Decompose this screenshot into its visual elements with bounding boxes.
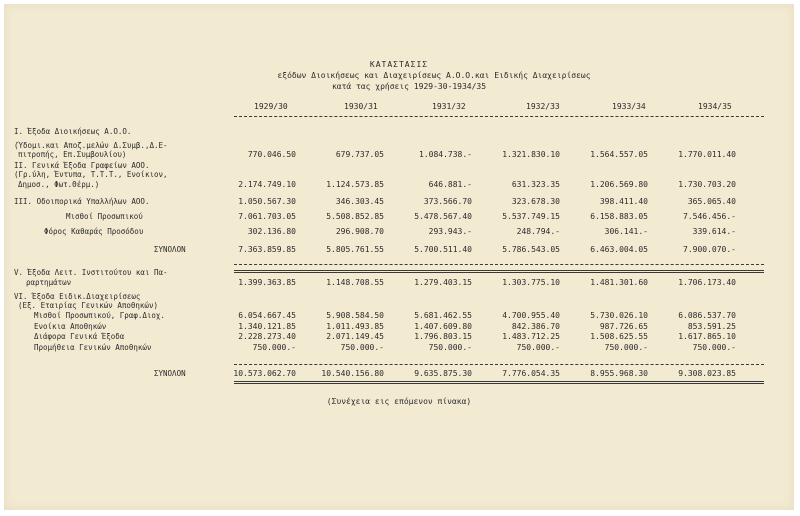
- amount-cell: 1.706.173.40: [678, 278, 736, 287]
- amount-cell: 750.000.-: [692, 343, 736, 352]
- amount-cell: 9.635.875.30: [414, 369, 472, 378]
- amount-cell: 5.730.026.10: [590, 311, 648, 320]
- amount-cell: 1.321.830.10: [502, 150, 560, 159]
- amount-cell: 1.770.011.40: [678, 150, 736, 159]
- amount-cell: 7.363.859.85: [238, 245, 296, 254]
- year-column-header: 1933/34: [612, 102, 646, 111]
- row-label: Ενοίκια Αποθηκών: [34, 322, 107, 331]
- amount-cell: 987.726.65: [599, 322, 648, 331]
- row-label: ραρτημάτων: [26, 278, 72, 287]
- row-label: πιτροπής, Επ.Συμβουλίου): [18, 150, 127, 159]
- amount-cell: 1.481.301.60: [590, 278, 648, 287]
- year-column-header: 1930/31: [344, 102, 378, 111]
- total-double-rule: [234, 381, 764, 384]
- amount-cell: 306.141.-: [604, 227, 648, 236]
- amount-cell: 6.463.004.05: [590, 245, 648, 254]
- document-subtitle: εξόδων Διοικήσεως και Διαχειρίσεως Α.Ο.Ο.και Ειδικής Διαχειρίσεως: [277, 71, 591, 80]
- amount-cell: 7.900.070.-: [683, 245, 736, 254]
- amount-cell: 1.407.609.80: [414, 322, 472, 331]
- total-double-rule: [234, 270, 764, 273]
- amount-cell: 5.908.584.50: [326, 311, 384, 320]
- amount-cell: 6.054.667.45: [238, 311, 296, 320]
- amount-cell: 248.794.-: [516, 227, 560, 236]
- amount-cell: 1.124.573.85: [326, 180, 384, 189]
- amount-cell: 7.061.703.05: [238, 212, 296, 221]
- row-label: Προμήθεια Γενικών Αποθηκών: [34, 343, 152, 352]
- year-column-header: 1934/35: [698, 102, 732, 111]
- amount-cell: 1.084.738.-: [419, 150, 472, 159]
- amount-cell: 5.478.567.40: [414, 212, 472, 221]
- document-page: [4, 4, 794, 510]
- amount-cell: 1.303.775.10: [502, 278, 560, 287]
- year-header: [234, 102, 774, 114]
- amount-cell: 770.046.50: [247, 150, 296, 159]
- row-label: III. Οδοιπορικά Υπαλλήλων ΑΟΟ.: [14, 197, 150, 206]
- amount-cell: 373.566.70: [423, 197, 472, 206]
- amount-cell: 679.737.05: [335, 150, 384, 159]
- amount-cell: 7.546.456.-: [683, 212, 736, 221]
- amount-cell: 750.000.-: [340, 343, 384, 352]
- amount-cell: 4.700.955.40: [502, 311, 560, 320]
- header-rule: [234, 116, 764, 117]
- document-title: ΚΑΤΑΣΤΑΣΙΣ: [369, 60, 429, 69]
- year-column-header: 1932/33: [526, 102, 560, 111]
- amount-cell: 750.000.-: [604, 343, 648, 352]
- amount-cell: 6.158.883.05: [590, 212, 648, 221]
- row-label: V. Έξοδα Λειτ. Ινστιτούτου και Πα-: [14, 268, 168, 277]
- amount-cell: 2.174.749.10: [238, 180, 296, 189]
- amount-cell: 750.000.-: [252, 343, 296, 352]
- row-label: ΣΥΝΟΛΟΝ: [154, 369, 186, 378]
- amount-cell: 1.206.569.80: [590, 180, 648, 189]
- row-label: Φόρος Καθαράς Προσόδου: [44, 227, 144, 236]
- row-label: Διάφορα Γενικά Έξοδα: [34, 332, 125, 341]
- amount-cell: 10.540.156.80: [321, 369, 384, 378]
- total-rule: [234, 264, 764, 265]
- amount-cell: 6.086.537.70: [678, 311, 736, 320]
- amount-cell: 302.136.80: [247, 227, 296, 236]
- amount-cell: 323.678.30: [511, 197, 560, 206]
- amount-cell: 339.614.-: [692, 227, 736, 236]
- amount-cell: 365.065.40: [687, 197, 736, 206]
- amount-cell: 5.786.543.05: [502, 245, 560, 254]
- amount-cell: 8.955.968.30: [590, 369, 648, 378]
- amount-cell: 646.881.-: [428, 180, 472, 189]
- document-period: κατά τας χρήσεις 1929-30-1934/35: [331, 82, 487, 91]
- amount-cell: 7.776.054.35: [502, 369, 560, 378]
- row-label: Δημοσ., Φωτ.Θέρμ.): [18, 180, 100, 189]
- amount-cell: 1.617.865.10: [678, 332, 736, 341]
- amount-cell: 1.011.493.85: [326, 322, 384, 331]
- year-column-header: 1931/32: [432, 102, 466, 111]
- amount-cell: 1.279.403.15: [414, 278, 472, 287]
- amount-cell: 842.386.70: [511, 322, 560, 331]
- row-label: (Εξ. Εταιρίας Γενικών Αποθηκών): [18, 301, 158, 310]
- row-label: I. Έξοδα Διοικήσεως Α.Ο.Ο.: [14, 127, 132, 136]
- amount-cell: 631.323.35: [511, 180, 560, 189]
- amount-cell: 1.340.121.85: [238, 322, 296, 331]
- amount-cell: 1.148.708.55: [326, 278, 384, 287]
- amount-cell: 2.071.149.45: [326, 332, 384, 341]
- amount-cell: 1.730.703.20: [678, 180, 736, 189]
- amount-cell: 853.591.25: [687, 322, 736, 331]
- row-label: ΣΥΝΟΛΟΝ: [154, 245, 186, 254]
- amount-cell: 5.537.749.15: [502, 212, 560, 221]
- amount-cell: 5.681.462.55: [414, 311, 472, 320]
- amount-cell: 10.573.062.70: [233, 369, 296, 378]
- row-label: (Ύδομι.και Αποζ.μελών Δ.Συμβ.,Δ.Ε-: [14, 141, 168, 150]
- total-rule: [234, 364, 764, 365]
- amount-cell: 1.508.625.55: [590, 332, 648, 341]
- amount-cell: 346.303.45: [335, 197, 384, 206]
- row-label: (Γρ.ύλη, Έντυπα, Τ.Τ.Τ., Ενοίκιον,: [14, 170, 168, 179]
- amount-cell: 5.805.761.55: [326, 245, 384, 254]
- amount-cell: 750.000.-: [428, 343, 472, 352]
- year-column-header: 1929/30: [254, 102, 288, 111]
- amount-cell: 1.564.557.05: [590, 150, 648, 159]
- row-label: Μισθοί Προσωπικού: [66, 212, 143, 221]
- amount-cell: 2.228.273.40: [238, 332, 296, 341]
- amount-cell: 293.943.-: [428, 227, 472, 236]
- amount-cell: 398.411.40: [599, 197, 648, 206]
- continuation-note: (Συνέχεια εις επόμενον πίνακα): [326, 397, 472, 406]
- amount-cell: 5.508.852.85: [326, 212, 384, 221]
- amount-cell: 1.483.712.25: [502, 332, 560, 341]
- amount-cell: 9.308.023.85: [678, 369, 736, 378]
- amount-cell: 5.700.511.40: [414, 245, 472, 254]
- row-label: II. Γενικά Έξοδα Γραφείων ΑΟΟ.: [14, 161, 150, 170]
- amount-cell: 1.796.803.15: [414, 332, 472, 341]
- amount-cell: 1.050.567.30: [238, 197, 296, 206]
- row-label: Μισθοί Προσωπικού, Γραφ.Διοχ.: [34, 311, 165, 320]
- row-label: VI. Έξοδα Ειδικ.Διαχειρίσεως: [14, 292, 141, 301]
- amount-cell: 1.399.363.85: [238, 278, 296, 287]
- amount-cell: 750.000.-: [516, 343, 560, 352]
- amount-cell: 296.908.70: [335, 227, 384, 236]
